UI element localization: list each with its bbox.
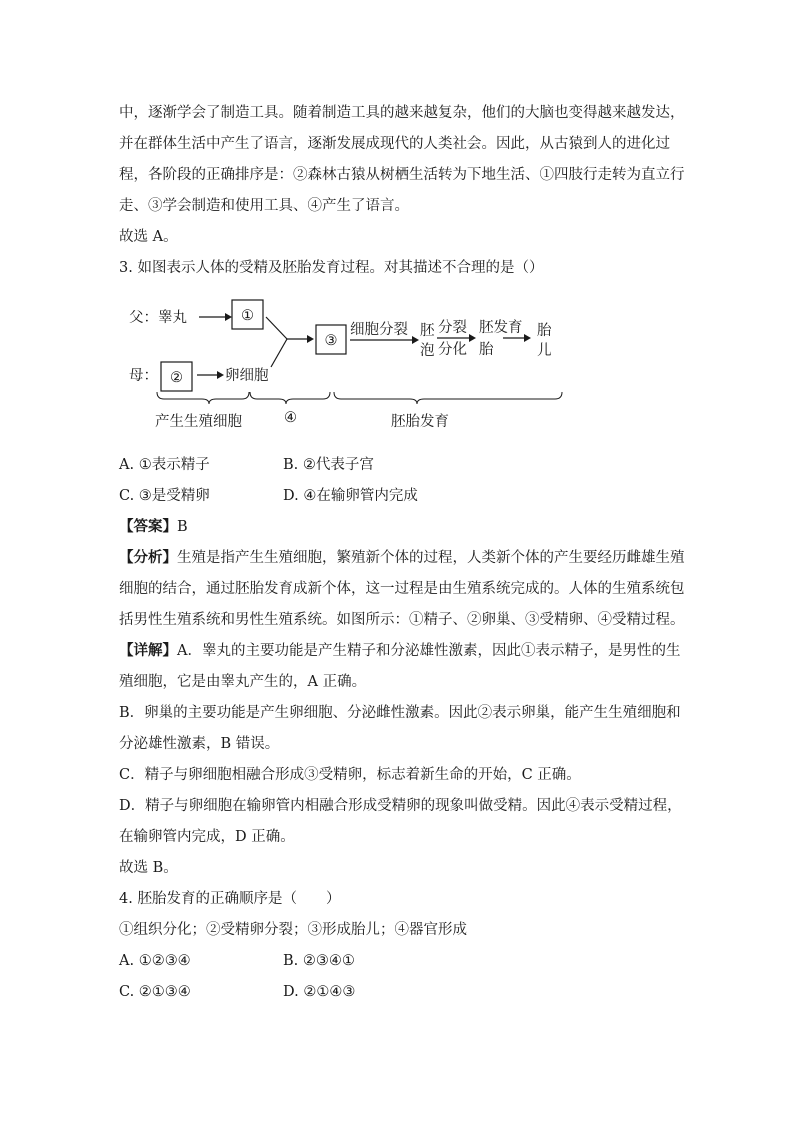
option-a: A. ①表示精子: [119, 457, 210, 473]
intro-line: 走、③学会制造和使用工具、④产生了语言。: [119, 198, 409, 214]
arrowhead: [469, 334, 476, 342]
fetus-development-label: 胚发育: [479, 320, 523, 336]
embryo-stage-char: 泡: [420, 343, 435, 359]
intro-conclusion: 故选 A。: [119, 229, 178, 245]
arrowhead: [412, 336, 419, 344]
arrowhead: [524, 334, 531, 342]
question-4-items: ①组织分化；②受精卵分裂；③形成胎儿；④器官形成: [119, 922, 467, 938]
answer-line: [119, 517, 188, 537]
detail-line: 分泌雄性激素，B 错误。: [119, 736, 280, 752]
detail-line: 在输卵管内完成，D 正确。: [119, 829, 295, 845]
question-4-stem: 4. 胚胎发育的正确顺序是（ ）: [119, 891, 341, 907]
analysis-line: 括男性生殖系统和男性生殖系统。如图所示：①精子、②卵巢、③受精卵、④受精过程。: [119, 612, 685, 628]
detail-line: 殖细胞，它是由睾丸产生的，A 正确。: [119, 674, 367, 690]
split-label: 分裂: [438, 320, 467, 336]
analysis-line: 细胞的结合，通过胚胎发育成新个体，这一过程是由生殖系统完成的。人体的生殖系统包: [119, 581, 685, 597]
q4-option-c: C. ②①③④: [119, 984, 191, 1000]
fetus-char: 胎: [479, 342, 494, 358]
q4-option-b: B. ②③④①: [283, 953, 355, 969]
detail-line: D．精子与卵细胞在输卵管内相融合形成受精卵的现象叫做受精。因此④表示受精过程，: [119, 798, 682, 814]
intro-line: 程，各阶段的正确排序是：②森林古猿从树栖生活转为下地生活、①四肢行走转为直立行: [119, 167, 685, 183]
option-b: B. ②代表子宫: [283, 457, 374, 473]
merge-line-top: [266, 317, 287, 339]
differentiation-label: 分化: [438, 342, 467, 358]
embryo-stage-char: 胚: [420, 323, 435, 339]
box-2-label: ②: [170, 370, 183, 386]
question-3-stem: 3. 如图表示人体的受精及胚胎发育过程。对其描述不合理的是（）: [119, 260, 544, 276]
father-label: 父：睾丸: [129, 310, 187, 326]
detail-line: B．卵巢的主要功能是产生卵细胞、分泌雌性激素。因此②表示卵巢，能产生生殖细胞和: [119, 705, 681, 721]
intro-line: 并在群体生活中产生了语言，逐渐发展成现代的人类社会。因此，从古猿到人的进化过: [119, 136, 670, 152]
brace-germ-cells: [157, 392, 249, 404]
box-1-label: ①: [241, 308, 254, 324]
merge-line-bottom: [271, 339, 287, 367]
option-d: D. ④在输卵管内完成: [283, 488, 418, 504]
detail-line: 【详解】A．睾丸的主要功能是产生精子和分泌雄性激素，因此①表示精子，是男性的生: [119, 642, 681, 659]
arrowhead: [307, 335, 314, 343]
brace-fertilization: [250, 392, 330, 404]
analysis-line: 【分析】生殖是指产生生殖细胞，繁殖新个体的过程，人类新个体的产生要经历雌雄生殖: [119, 549, 685, 566]
detail-conclusion: 故选 B。: [119, 860, 178, 876]
q4-option-d: D. ②①④③: [283, 984, 356, 1000]
egg-label: 卵细胞: [225, 368, 269, 384]
baby-char: 胎: [537, 323, 552, 339]
analysis-tag: 【分析】: [119, 549, 177, 566]
baby-char: 儿: [537, 343, 552, 359]
cell-division-label: 细胞分裂: [350, 322, 408, 338]
mother-label: 母：: [129, 368, 158, 384]
detail-tag: 【详解】: [119, 642, 177, 659]
brace-label-embryo-development: 胚胎发育: [391, 414, 449, 430]
arrowhead: [225, 313, 232, 321]
brace-label-germ-cells: 产生生殖细胞: [155, 414, 242, 430]
fertilization-diagram: [119, 292, 569, 432]
option-c: C. ③是受精卵: [119, 488, 210, 504]
brace-embryo-development: [334, 392, 562, 404]
answer-value: B: [177, 519, 188, 535]
intro-line: 中，逐渐学会了制造工具。随着制造工具的越来越复杂，他们的大脑也变得越来越发达，: [119, 105, 685, 121]
box-3-label: ③: [324, 333, 338, 349]
answer-tag: 【答案】: [119, 518, 177, 535]
q4-option-a: A. ①②③④: [119, 953, 191, 969]
arrowhead: [217, 371, 224, 379]
detail-line: C．精子与卵细胞相融合形成③受精卵，标志着新生命的开始，C 正确。: [119, 767, 581, 783]
brace-label-fertilization: ④: [284, 410, 297, 426]
